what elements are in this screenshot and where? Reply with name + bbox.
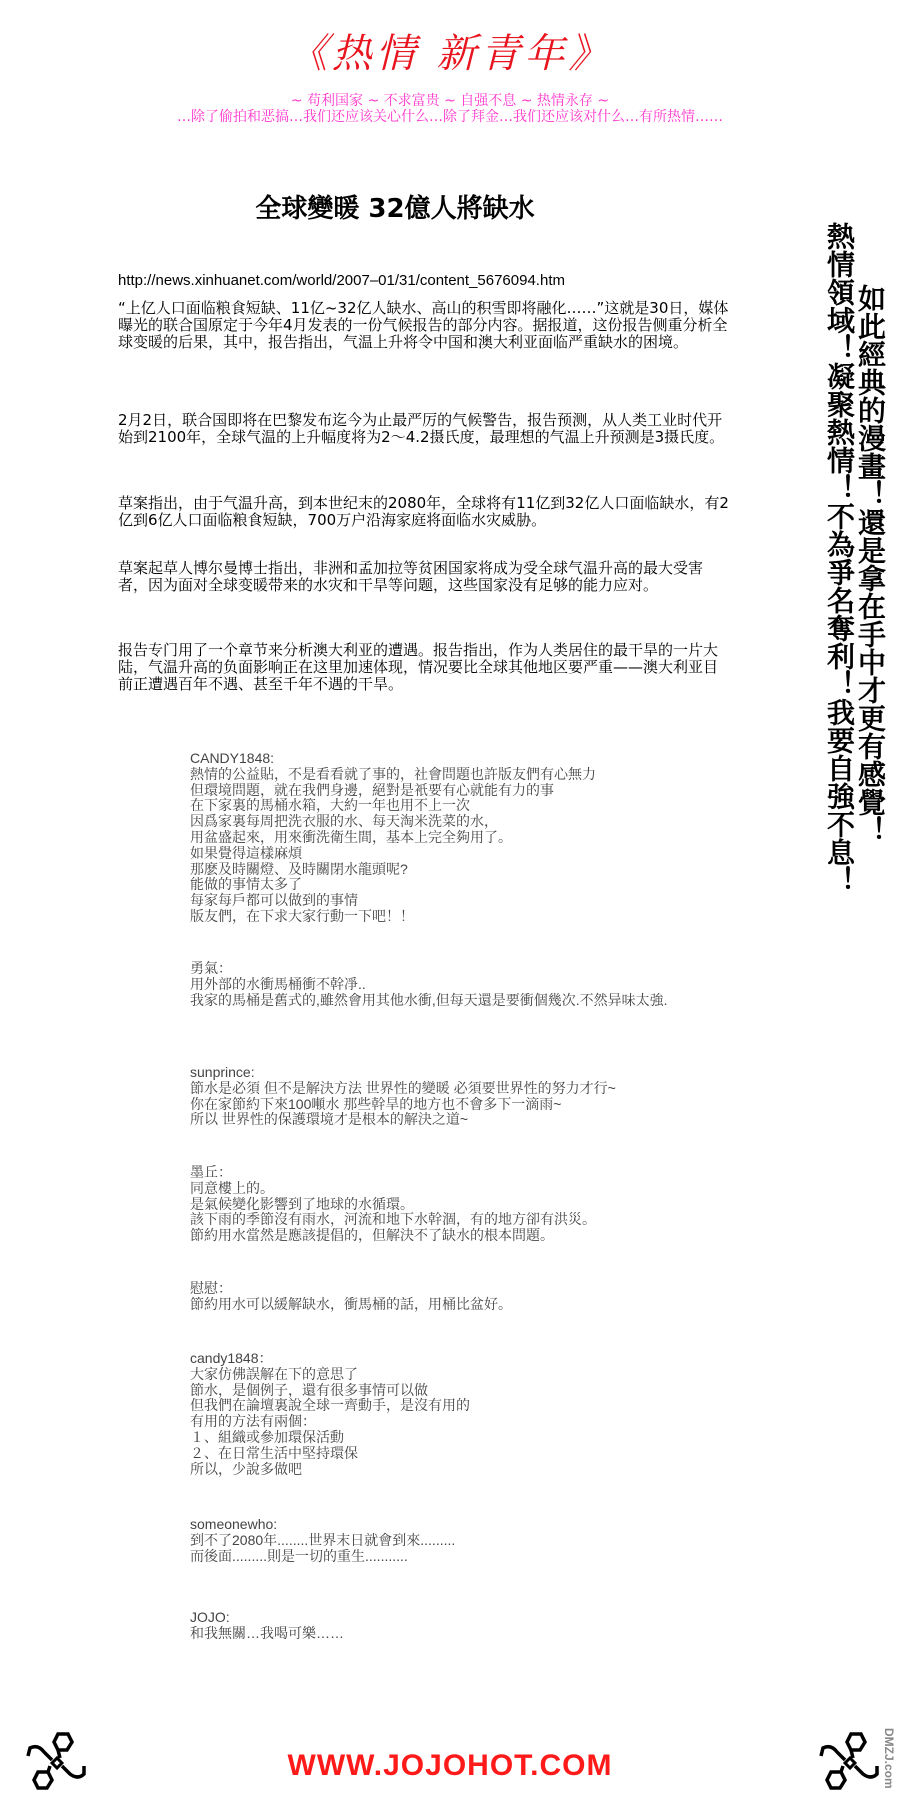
comment-line: 用外部的水衝馬桶衝不幹凈.. <box>190 975 366 992</box>
comment-line: 那麽及時關燈、及時關閉水龍頭呢? <box>190 860 408 877</box>
comment-line: 熱情的公益貼，不是看看就了事的，社會問題也許版友們有心無力 <box>190 765 596 782</box>
comment-line: 節約用水當然是應該提倡的，但解決不了缺水的根本問題。 <box>190 1227 554 1244</box>
comment-line: 版友們，在下求大家行動一下吧！！ <box>190 907 414 924</box>
comment-line: 能做的事情太多了 <box>190 876 302 893</box>
comment <box>190 1517 750 1564</box>
vertical-slogan-right: 如此經典的漫畫！還是拿在手中才更有感覺！ <box>854 284 887 844</box>
comment <box>190 1165 750 1244</box>
site-url-link[interactable]: WWW.JOJOHOT.COM <box>287 1749 613 1782</box>
comment-line: 你在家節約下來100噸水 那些幹旱的地方也不會多下一滴雨~ <box>190 1095 562 1112</box>
comment-line: 節水，是個例子，還有很多事情可以做 <box>190 1381 428 1398</box>
comment-author: CANDY1848: <box>190 750 275 766</box>
article-paragraph: 报告专门用了一个章节来分析澳大利亚的遭遇。报告指出，作为人类居住的最干旱的一片大陆，气温升高的负面影响正在这里加速体现，情况要比全球其他地区要严重——澳大利亚目前正遭遇百年不遇、甚至千年不遇的干旱。 <box>118 641 719 693</box>
comment-line: 但我們在論壇裏說全球一齊動手，是沒有用的 <box>190 1397 470 1414</box>
comment-line: 是氣候變化影響到了地球的水循環。 <box>190 1195 414 1212</box>
comment-line: 到不了2080年........世界末日就會到來......... <box>190 1531 456 1548</box>
comment-line: 我家的馬桶是舊式的,雖然會用其他水衝,但每天還是要衝個幾次.不然异味太強. <box>190 991 668 1008</box>
article-paragraph: 草案指出，由于气温升高，到本世纪末的2080年，全球将有11亿到32亿人口面临缺水，有2亿到6亿人口面临粮食短缺，700万户沿海家庭将面临水灾威胁。 <box>118 494 729 529</box>
comment-line: 大家仿佛誤解在下的意思了 <box>190 1365 358 1382</box>
comment-line: 節水是必須 但不是解決方法 世界性的變暖 必須要世界性的努力才行~ <box>190 1079 616 1096</box>
source-url-link[interactable]: http://news.xinhuanet.com/world/2007–01/31/content_5676094.htm <box>118 272 565 289</box>
comment-author: candy1848： <box>190 1350 273 1366</box>
comment-author: sunprince: <box>190 1064 255 1080</box>
comment-line: 同意樓上的。 <box>190 1179 274 1196</box>
page-banner-title: 《热情 新青年》 <box>287 31 613 77</box>
comment-author: 勇氣： <box>190 960 232 976</box>
comment <box>190 961 750 1008</box>
comment-author: 墨丘： <box>190 1164 232 1180</box>
comment-author: someonewho: <box>190 1516 278 1532</box>
article-paragraph: 2月2日，联合国即将在巴黎发布迄今为止最严厉的气候警告，报告预测，从人类工业时代开始到2100年，全球气温的上升幅度将为2～4.2摄氏度，最理想的气温上升预测是3摄氏度。 <box>118 411 725 446</box>
watermark-logo: DMZJ.com <box>882 1728 896 1789</box>
comment <box>190 1281 750 1313</box>
comment-line: 每家每戶都可以做到的事情 <box>190 892 358 909</box>
comment-line: 和我無關…我喝可樂…… <box>190 1624 344 1641</box>
comment-line: ２、在日常生活中堅持環保 <box>190 1444 358 1461</box>
article-paragraph: 草案起草人博尔曼博士指出，非洲和孟加拉等贫困国家将成为受全球气温升高的最大受害者，因为面对全球变暖带来的水灾和干旱等问题，这些国家没有足够的能力应对。 <box>118 559 704 594</box>
article-title: 全球變暖 32億人將缺水 <box>255 194 535 224</box>
comment-line: 節約用水可以緩解缺水，衝馬桶的話，用桶比盆好。 <box>190 1295 512 1312</box>
slogan-line-2: …除了偷拍和恶搞…我们还应该关心什么…除了拜金…我们还应该对什么…有所热情…… <box>177 109 723 125</box>
comment-line: 而後面.........則是一切的重生........... <box>190 1547 408 1564</box>
comment-line: 因爲家裏每周把洗衣服的水、每天淘米洗菜的水， <box>190 813 498 830</box>
comment-line: １、組織或參加環保活動 <box>190 1428 344 1445</box>
comment <box>190 1351 750 1477</box>
slogan-line-1: ~ 苟利国家 ~ 不求富贵 ~ 自强不息 ~ 热情永存 ~ <box>290 93 610 109</box>
comment-line: 但環境問題，就在我們身邊，絕對是衹要有心就能有力的事 <box>190 781 554 798</box>
comment-author: JOJO: <box>190 1609 230 1625</box>
comment-line: 如果覺得這樣麻煩 <box>190 844 302 861</box>
article-paragraph: “上亿人口面临粮食短缺、11亿~32亿人缺水、高山的积雪即将融化……”这就是30日，媒体曝光的联合国原定于今年4月发表的一份气候报告的部分内容。据报道，这份报告侧重分析全球变暖的后果，其中，报告指出，气温上升将令中国和澳大利亚面临严重缺水的困境。 <box>118 299 729 351</box>
comment-line: 有用的方法有兩個： <box>190 1413 316 1430</box>
comment-line: 在下家裏的馬桶水箱，大約一年也用不上一次 <box>190 797 470 814</box>
comment-line: 用盆盛起來，用來衝洗衛生間，基本上完全夠用了。 <box>190 828 512 845</box>
comment-author: 慰慰： <box>190 1280 232 1296</box>
comment <box>190 1610 750 1642</box>
comment <box>190 1065 750 1128</box>
comment <box>190 751 750 925</box>
comment-line: 該下雨的季節沒有雨水，河流和地下水幹涸，有的地方卻有洪災。 <box>190 1211 596 1228</box>
comment-line: 所以 世界性的保護環境才是根本的解決之道~ <box>190 1111 469 1128</box>
vertical-slogan-left: 熱情領域！凝聚熱情！不為爭名奪利！我要自強不息！ <box>823 222 856 894</box>
comment-line: 所以，少說多做吧 <box>190 1460 302 1477</box>
